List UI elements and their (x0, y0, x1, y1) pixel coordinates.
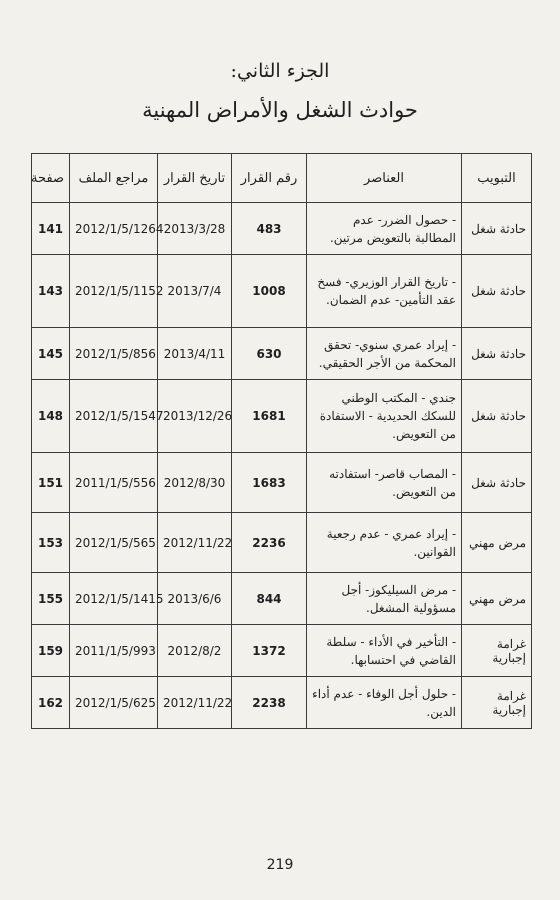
table-row (32, 573, 532, 625)
cell-file-reference: 2012/1/5/565 (70, 513, 158, 573)
cell-page: 148 (32, 380, 70, 453)
header-page: صفحة (32, 154, 70, 203)
cell-elements: - مرض السيليكوز- أجل مسؤولية المشغل. (307, 573, 462, 625)
cell-decision-number: 1681 (232, 380, 307, 453)
table-row (32, 380, 532, 453)
cell-page: 155 (32, 573, 70, 625)
cell-decision-number: 2238 (232, 677, 307, 729)
cell-elements: - حلول أجل الوفاء - عدم أداء الدين. (307, 677, 462, 729)
cell-category: غرامة إجبارية (462, 677, 532, 729)
header-elements: العناصر (307, 154, 462, 203)
table-row (32, 203, 532, 255)
cell-file-reference: 2012/1/5/1152 (70, 255, 158, 328)
cell-page: 151 (32, 453, 70, 513)
table-row (32, 625, 532, 677)
cell-decision-number: 2236 (232, 513, 307, 573)
cell-page: 162 (32, 677, 70, 729)
cell-elements: - إيراد عمري - عدم رجعية القوانين. (307, 513, 462, 573)
table-row (32, 677, 532, 729)
cell-category: حادثة شغل (462, 255, 532, 328)
cell-category: مرض مهني (462, 513, 532, 573)
cell-decision-date: 2012/8/30 (158, 453, 232, 513)
page-number: 219 (266, 857, 294, 873)
cell-elements: - المصاب قاصر- استفادته من التعويض. (307, 453, 462, 513)
cell-category: حادثة شغل (462, 328, 532, 380)
header-file-reference: مراجع الملف (70, 154, 158, 203)
header-decision-date: تاريخ القرار (158, 154, 232, 203)
cell-decision-number: 630 (232, 328, 307, 380)
cell-elements: - تاريخ القرار الوزيري- فسخ عقد التأمين- عدم الضمان. (307, 255, 462, 328)
cell-decision-date: 2012/8/2 (158, 625, 232, 677)
cell-decision-number: 1683 (232, 453, 307, 513)
table-row (32, 513, 532, 573)
cell-page: 153 (32, 513, 70, 573)
cell-elements: - حصول الضرر- عدم المطالبة بالتعويض مرتين. (307, 203, 462, 255)
cell-page: 145 (32, 328, 70, 380)
cell-file-reference: 2011/1/5/993 (70, 625, 158, 677)
cell-elements: جندي - المكتب الوطني للسكك الحديدية - الاستفادة من التعويض. (307, 380, 462, 453)
cell-decision-date: 2013/4/11 (158, 328, 232, 380)
rulings-table (31, 153, 532, 729)
cell-category: حادثة شغل (462, 380, 532, 453)
table-row (32, 328, 532, 380)
table-body (32, 203, 532, 729)
cell-decision-date: 2012/11/22 (158, 513, 232, 573)
cell-category: مرض مهني (462, 573, 532, 625)
header-category: التبويب (462, 154, 532, 203)
cell-file-reference: 2012/1/5/1415 (70, 573, 158, 625)
cell-elements: - التأخير في الأداء - سلطة القاضي في احتسابها. (307, 625, 462, 677)
part-title: الجزء الثاني: (230, 60, 330, 82)
table-row (32, 255, 532, 328)
cell-decision-number: 844 (232, 573, 307, 625)
section-title: حوادث الشغل والأمراض المهنية (142, 98, 418, 122)
cell-decision-date: 2013/12/26 (158, 380, 232, 453)
cell-page: 141 (32, 203, 70, 255)
cell-page: 143 (32, 255, 70, 328)
header-decision-number: رقم القرار (232, 154, 307, 203)
cell-file-reference: 2012/1/5/1264 (70, 203, 158, 255)
table-header-row (32, 154, 532, 203)
cell-decision-date: 2013/6/6 (158, 573, 232, 625)
cell-file-reference: 2012/1/5/625 (70, 677, 158, 729)
cell-decision-number: 1008 (232, 255, 307, 328)
cell-elements: - إيراد عمري سنوي- تحقق المحكمة من الأجر الحقيقي. (307, 328, 462, 380)
cell-decision-date: 2013/3/28 (158, 203, 232, 255)
cell-decision-number: 1372 (232, 625, 307, 677)
cell-file-reference: 2011/1/5/556 (70, 453, 158, 513)
table-row (32, 453, 532, 513)
cell-file-reference: 2012/1/5/856 (70, 328, 158, 380)
cell-page: 159 (32, 625, 70, 677)
cell-category: حادثة شغل (462, 203, 532, 255)
cell-category: غرامة إجبارية (462, 625, 532, 677)
cell-category: حادثة شغل (462, 453, 532, 513)
cell-decision-number: 483 (232, 203, 307, 255)
cell-file-reference: 2012/1/5/1547 (70, 380, 158, 453)
cell-decision-date: 2013/7/4 (158, 255, 232, 328)
cell-decision-date: 2012/11/22 (158, 677, 232, 729)
